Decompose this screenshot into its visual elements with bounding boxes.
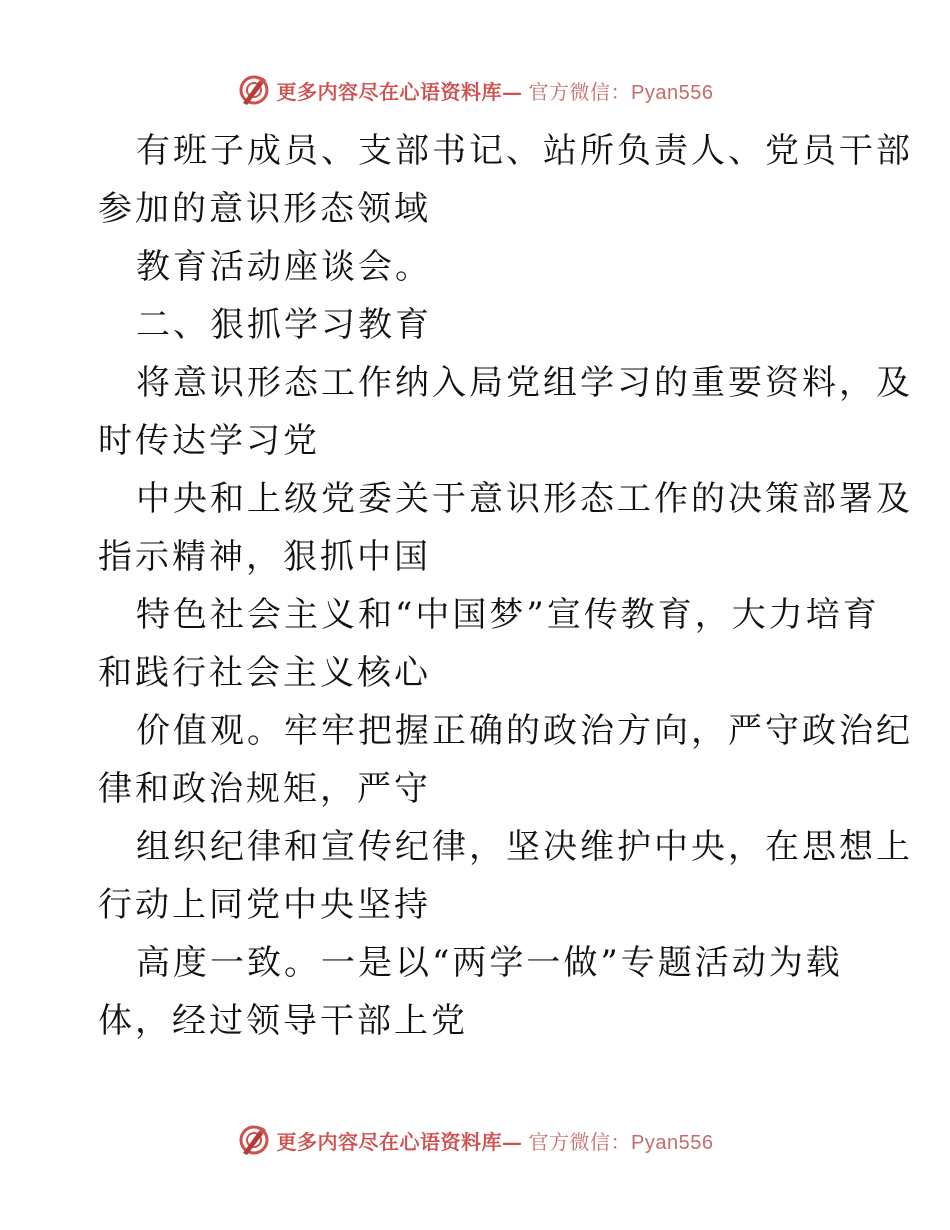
body-line: 将意识形态工作纳入局党组学习的重要资料，及 — [136, 363, 913, 403]
body-line: 体，经过领导干部上党 — [98, 1001, 468, 1041]
document-body — [98, 122, 913, 1050]
pen-in-circle-logo-icon — [237, 73, 271, 107]
watermark-brand-text: 更多内容尽在心语资料库— — [276, 1129, 523, 1154]
section-heading: 二、狠抓学习教育 — [136, 305, 432, 345]
body-line: 参加的意识形态领域 — [98, 189, 431, 229]
header-watermark — [0, 70, 950, 110]
body-line: 中央和上级党委关于意识形态工作的决策部署及 — [136, 479, 913, 519]
body-line: 高度一致。一是以“两学一做”专题活动为载 — [136, 943, 843, 983]
watermark-account-text: 官方微信：Pyan556 — [528, 81, 714, 104]
body-line: 行动上同党中央坚持 — [98, 885, 431, 925]
body-line: 指示精神，狠抓中国 — [98, 537, 431, 577]
body-line: 有班子成员、支部书记、站所负责人、党员干部 — [136, 131, 913, 171]
body-line: 时传达学习党 — [98, 421, 320, 461]
body-line: 特色社会主义和“中国梦”宣传教育，大力培育 — [136, 595, 880, 635]
pen-in-circle-logo-icon — [237, 1123, 271, 1157]
body-line: 教育活动座谈会。 — [136, 247, 432, 287]
body-line: 律和政治规矩，严守 — [98, 769, 431, 809]
body-line: 组织纪律和宣传纪律，坚决维护中央，在思想上 — [136, 827, 913, 867]
watermark-account-text: 官方微信：Pyan556 — [528, 1131, 714, 1154]
body-line: 和践行社会主义核心 — [98, 653, 431, 693]
footer-watermark — [0, 1120, 950, 1160]
body-line: 价值观。牢牢把握正确的政治方向，严守政治纪 — [136, 711, 913, 751]
watermark-brand-text: 更多内容尽在心语资料库— — [276, 79, 523, 104]
